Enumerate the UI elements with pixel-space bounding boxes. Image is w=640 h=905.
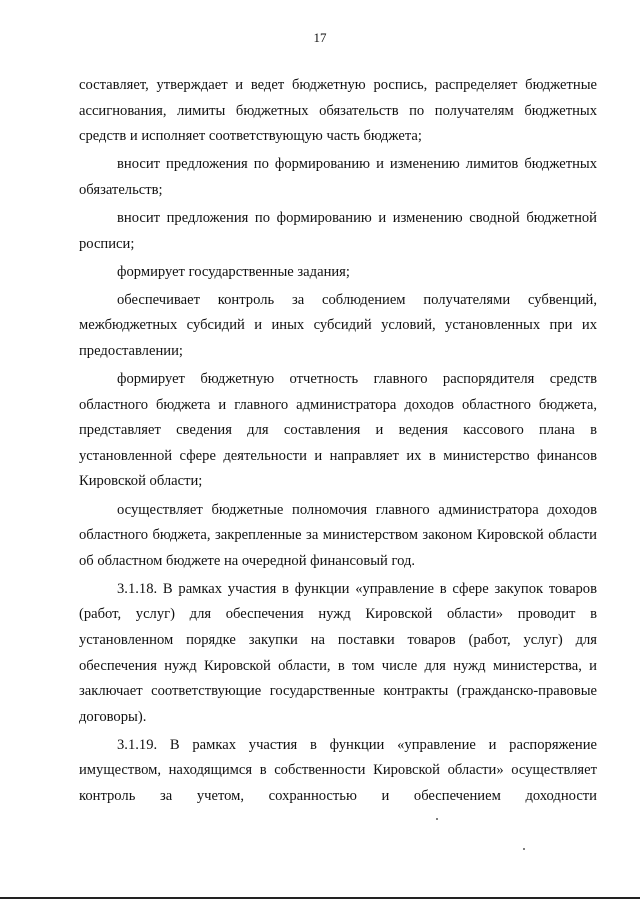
paragraph-state-tasks: формирует государственные задания; (117, 263, 350, 280)
paragraph-3-1-18: 3.1.18. В рамках участия в функции «управление в сфере закупок товаров (работ, услуг) для обеспечения нужд Кировской области» проводит в установленном порядке закупки на поставки товаров (работ, услуг) для обеспечения нужд Кировской области, в том числе для нужд министерства, и заключает соответствующие государственные контракты (гражданско-правовые договоры). (79, 580, 597, 725)
paragraph-revenue-powers: осуществляет бюджетные полномочия главного администратора доходов областного бюджета, закрепленные за министерством законом Кировской области об областном бюджете на очередной финансовый год. (79, 501, 597, 569)
scan-speck (436, 818, 438, 820)
document-body (79, 73, 597, 812)
page-number: 17 (313, 30, 327, 45)
paragraph-3-1-19: 3.1.19. В рамках участия в функции «управление и распоряжение имуществом, находящимся в собственности Кировской области» осуществляет контроль за учетом, сохранностью и обеспечением доходности (79, 736, 597, 805)
paragraph-limits-proposals: вносит предложения по формированию и изменению лимитов бюджетных обязательств; (79, 156, 597, 198)
bottom-edge-line (0, 897, 640, 899)
paragraph-budget-list: составляет, утверждает и ведет бюджетную роспись, распределяет бюджетные ассигнования, лимиты бюджетных обязательств по получателям бюджетных средств и исполняет соответствующую часть бюджета; (79, 77, 597, 145)
paragraph-budget-reporting: формирует бюджетную отчетность главного распорядителя средств областного бюджета и главного администратора доходов областного бюджета, представляет сведения для составления и ведения кассового плана в установленной сфере деятельности и направляет их в министерство финансов Кировской области; (79, 371, 597, 490)
paragraph-consolidated-list: вносит предложения по формированию и изменению сводной бюджетной росписи; (79, 209, 597, 252)
scan-speck (523, 848, 525, 850)
paragraph-subsidy-control: обеспечивает контроль за соблюдением получателями субвенций, межбюджетных субсидий и иных субсидий условий, установленных при их предоставлении; (79, 291, 597, 359)
